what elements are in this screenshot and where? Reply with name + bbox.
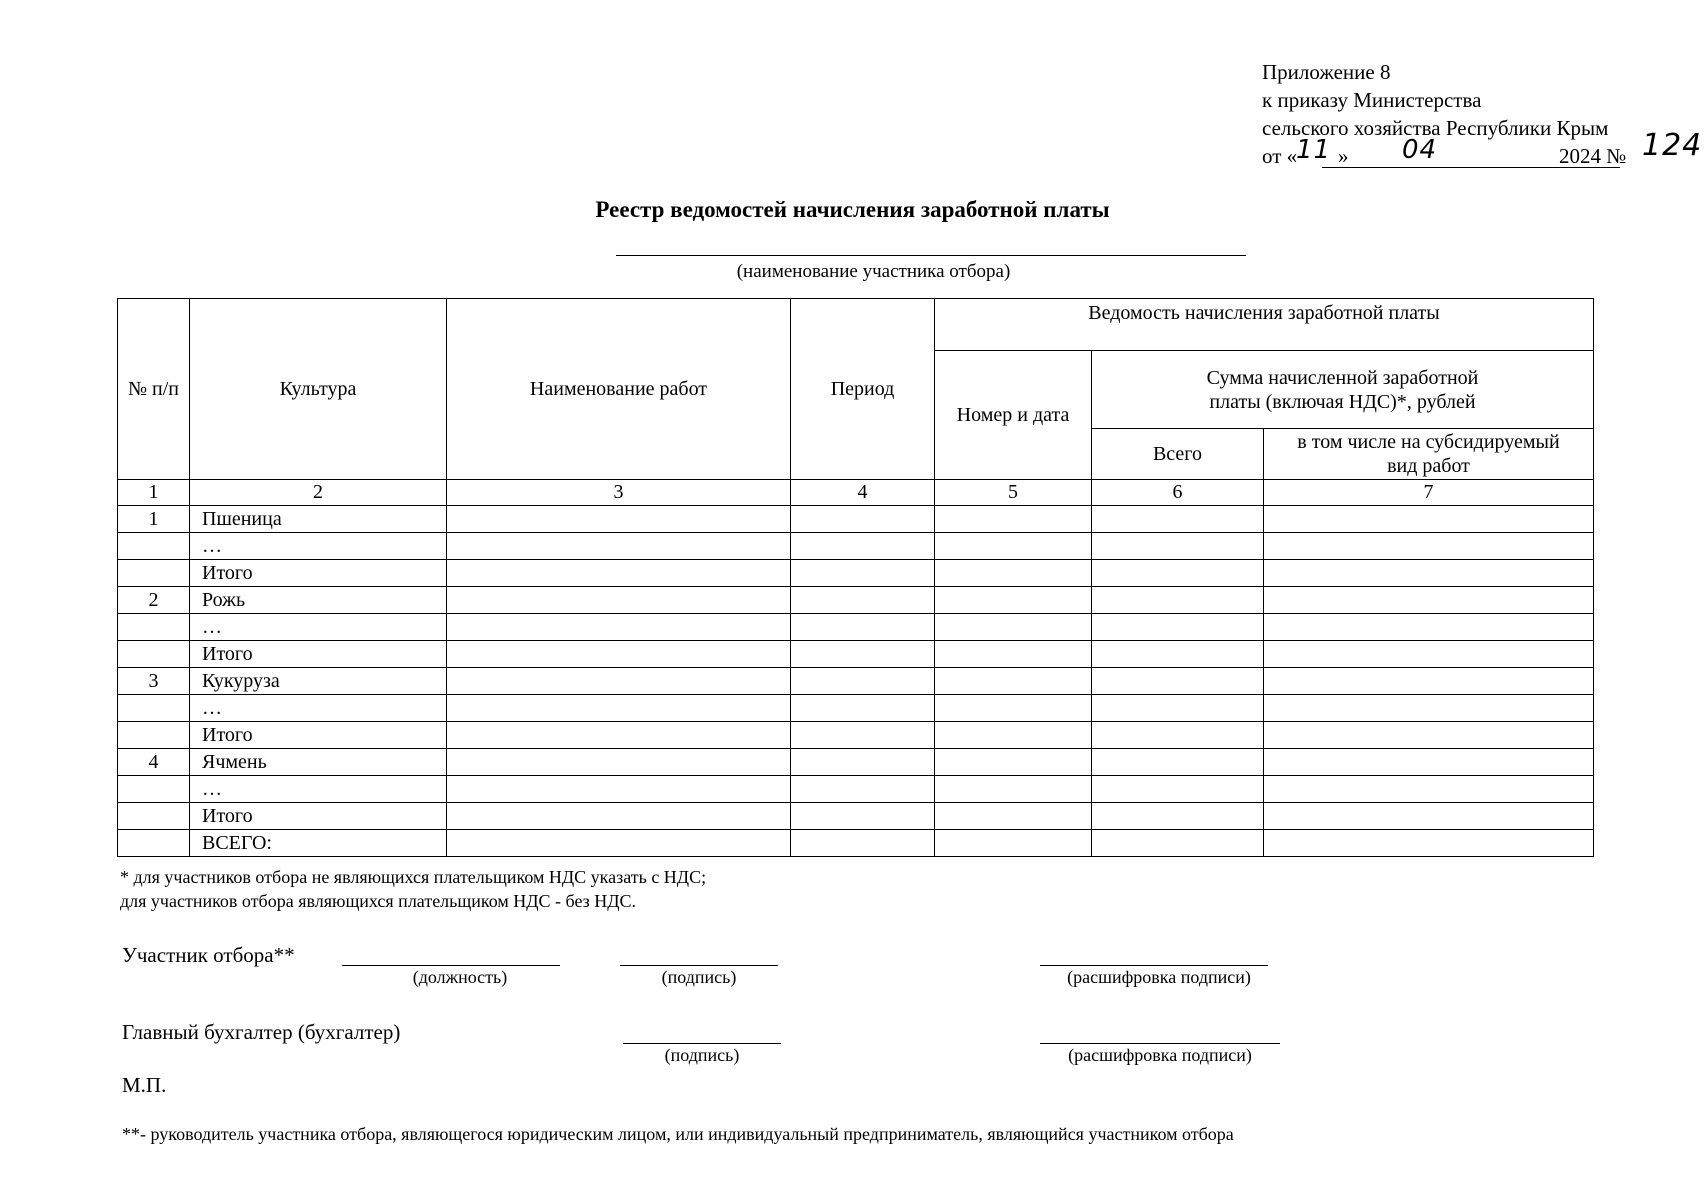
empty-cell[interactable] bbox=[447, 533, 791, 560]
empty-cell[interactable] bbox=[1264, 587, 1594, 614]
empty-cell[interactable] bbox=[1264, 533, 1594, 560]
position-line[interactable] bbox=[342, 964, 560, 966]
empty-cell[interactable] bbox=[1092, 506, 1264, 533]
empty-cell[interactable] bbox=[1092, 749, 1264, 776]
handwritten-month: 04 bbox=[1402, 135, 1438, 165]
empty-cell[interactable] bbox=[791, 830, 935, 857]
header-num: № п/п bbox=[118, 299, 190, 480]
empty-cell[interactable] bbox=[935, 506, 1092, 533]
empty-cell[interactable] bbox=[1264, 776, 1594, 803]
empty-cell[interactable] bbox=[1264, 695, 1594, 722]
empty-cell[interactable] bbox=[935, 533, 1092, 560]
participant-signature-label: Участник отбора** bbox=[122, 943, 295, 967]
column-number: 4 bbox=[791, 480, 935, 506]
participant-name-line[interactable] bbox=[616, 255, 1246, 256]
empty-cell[interactable] bbox=[791, 803, 935, 830]
row-culture-cell: Кукуруза bbox=[190, 668, 447, 695]
empty-cell[interactable] bbox=[935, 803, 1092, 830]
appendix-line-3: сельского хозяйства Республики Крым bbox=[1262, 116, 1609, 140]
row-culture-cell: … bbox=[190, 776, 447, 803]
empty-cell[interactable] bbox=[791, 506, 935, 533]
empty-cell[interactable] bbox=[1092, 830, 1264, 857]
empty-cell[interactable] bbox=[447, 560, 791, 587]
empty-cell[interactable] bbox=[1092, 722, 1264, 749]
header-period: Период bbox=[791, 299, 935, 480]
position-caption: (должность) bbox=[412, 967, 508, 987]
empty-cell[interactable] bbox=[1092, 776, 1264, 803]
table-row bbox=[118, 722, 1594, 749]
page-title bbox=[0, 197, 1705, 223]
empty-cell[interactable] bbox=[791, 695, 935, 722]
row-culture-cell: ВСЕГО: bbox=[190, 830, 447, 857]
empty-cell[interactable] bbox=[935, 695, 1092, 722]
row-culture-cell: … bbox=[190, 695, 447, 722]
empty-cell[interactable] bbox=[935, 560, 1092, 587]
empty-cell[interactable] bbox=[1264, 668, 1594, 695]
empty-cell[interactable] bbox=[791, 776, 935, 803]
table-row bbox=[118, 830, 1594, 857]
column-number: 1 bbox=[118, 480, 190, 506]
empty-cell[interactable] bbox=[447, 614, 791, 641]
empty-cell[interactable] bbox=[447, 830, 791, 857]
accountant-decoding-line[interactable] bbox=[1040, 1042, 1280, 1044]
row-number-cell: 4 bbox=[118, 749, 190, 776]
table-row bbox=[118, 803, 1594, 830]
table-body bbox=[118, 506, 1594, 857]
row-culture-cell: Итого bbox=[190, 560, 447, 587]
column-number: 5 bbox=[935, 480, 1092, 506]
table-row bbox=[118, 506, 1594, 533]
date-day-close: » bbox=[1338, 144, 1349, 168]
page-title-text: Реестр ведомостей начисления заработной платы bbox=[595, 197, 1110, 222]
table-row bbox=[118, 641, 1594, 668]
empty-cell[interactable] bbox=[447, 695, 791, 722]
appendix-header bbox=[1262, 58, 1702, 174]
empty-cell[interactable] bbox=[791, 587, 935, 614]
participant-signature-caption: (подпись) bbox=[661, 967, 737, 987]
vat-footnote-line-1: * для участников отбора не являющихся плательщиком НДС указать с НДС; bbox=[120, 867, 707, 887]
table-row bbox=[118, 668, 1594, 695]
row-culture-cell: Пшеница bbox=[190, 506, 447, 533]
empty-cell[interactable] bbox=[447, 587, 791, 614]
row-number-cell bbox=[118, 560, 190, 587]
header-statement: Ведомость начисления заработной платы bbox=[935, 299, 1594, 351]
accountant-signature-label: Главный бухгалтер (бухгалтер) bbox=[122, 1020, 401, 1044]
row-culture-cell: … bbox=[190, 533, 447, 560]
date-prefix: от « bbox=[1262, 144, 1298, 168]
empty-cell[interactable] bbox=[935, 587, 1092, 614]
row-number-cell bbox=[118, 641, 190, 668]
handwritten-day: 11 bbox=[1296, 135, 1332, 165]
row-culture-cell: Итого bbox=[190, 722, 447, 749]
header-subsidized: в том числе на субсидируемый вид работ bbox=[1264, 429, 1594, 480]
table-row bbox=[118, 587, 1594, 614]
empty-cell[interactable] bbox=[1092, 587, 1264, 614]
participant-decoding-line[interactable] bbox=[1040, 964, 1268, 966]
row-number-cell bbox=[118, 776, 190, 803]
accountant-signature-caption: (подпись) bbox=[664, 1045, 740, 1065]
appendix-line-1: Приложение 8 bbox=[1262, 60, 1391, 84]
row-number-cell: 1 bbox=[118, 506, 190, 533]
empty-cell[interactable] bbox=[791, 641, 935, 668]
row-culture-cell: Итого bbox=[190, 803, 447, 830]
empty-cell[interactable] bbox=[1264, 830, 1594, 857]
handwritten-order-number: 124 bbox=[1642, 128, 1703, 163]
empty-cell[interactable] bbox=[1092, 533, 1264, 560]
empty-cell[interactable] bbox=[1092, 803, 1264, 830]
empty-cell[interactable] bbox=[791, 668, 935, 695]
empty-cell[interactable] bbox=[1264, 614, 1594, 641]
empty-cell[interactable] bbox=[791, 533, 935, 560]
empty-cell[interactable] bbox=[935, 641, 1092, 668]
vat-footnote bbox=[120, 865, 706, 913]
column-number: 3 bbox=[447, 480, 791, 506]
column-number: 7 bbox=[1264, 480, 1594, 506]
empty-cell[interactable] bbox=[1092, 614, 1264, 641]
manager-footnote: **- руководитель участника отбора, являющегося юридическим лицом, или индивидуальный предприниматель, являющийся участником отбора bbox=[122, 1124, 1234, 1144]
row-culture-cell: Итого bbox=[190, 641, 447, 668]
table-row bbox=[118, 695, 1594, 722]
table-row bbox=[118, 614, 1594, 641]
empty-cell[interactable] bbox=[1264, 722, 1594, 749]
empty-cell[interactable] bbox=[447, 803, 791, 830]
empty-cell[interactable] bbox=[935, 830, 1092, 857]
header-sum: Сумма начисленной заработной платы (включая НДС)*, рублей bbox=[1092, 351, 1594, 429]
empty-cell[interactable] bbox=[447, 506, 791, 533]
empty-cell[interactable] bbox=[791, 614, 935, 641]
participant-decoding-caption: (расшифровка подписи) bbox=[1067, 967, 1251, 987]
header-culture: Культура bbox=[190, 299, 447, 480]
row-number-cell bbox=[118, 803, 190, 830]
column-number-row bbox=[118, 480, 1594, 506]
empty-cell[interactable] bbox=[447, 749, 791, 776]
empty-cell[interactable] bbox=[791, 560, 935, 587]
row-number-cell: 3 bbox=[118, 668, 190, 695]
empty-cell[interactable] bbox=[447, 668, 791, 695]
empty-cell[interactable] bbox=[447, 641, 791, 668]
row-number-cell bbox=[118, 614, 190, 641]
column-number: 6 bbox=[1092, 480, 1264, 506]
empty-cell[interactable] bbox=[1092, 560, 1264, 587]
empty-cell[interactable] bbox=[1092, 641, 1264, 668]
empty-cell[interactable] bbox=[1264, 560, 1594, 587]
date-year: 2024 № bbox=[1559, 144, 1627, 168]
empty-cell[interactable] bbox=[1264, 803, 1594, 830]
table-row bbox=[118, 749, 1594, 776]
empty-cell[interactable] bbox=[1092, 668, 1264, 695]
empty-cell[interactable] bbox=[1264, 641, 1594, 668]
row-number-cell bbox=[118, 722, 190, 749]
header-total: Всего bbox=[1092, 429, 1264, 480]
vat-footnote-line-2: для участников отбора являющихся плательщиком НДС - без НДС. bbox=[120, 891, 637, 911]
register-table bbox=[117, 298, 1594, 857]
participant-signature-line[interactable] bbox=[620, 964, 778, 966]
table-row bbox=[118, 533, 1594, 560]
empty-cell[interactable] bbox=[1092, 695, 1264, 722]
row-culture-cell: Рожь bbox=[190, 587, 447, 614]
empty-cell[interactable] bbox=[935, 776, 1092, 803]
empty-cell[interactable] bbox=[791, 749, 935, 776]
table-row bbox=[118, 776, 1594, 803]
header-number-date: Номер и дата bbox=[935, 351, 1092, 480]
empty-cell[interactable] bbox=[1264, 749, 1594, 776]
empty-cell[interactable] bbox=[791, 722, 935, 749]
empty-cell[interactable] bbox=[1264, 506, 1594, 533]
empty-cell[interactable] bbox=[935, 749, 1092, 776]
empty-cell[interactable] bbox=[447, 776, 791, 803]
empty-cell[interactable] bbox=[935, 614, 1092, 641]
column-number: 2 bbox=[190, 480, 447, 506]
empty-cell[interactable] bbox=[447, 722, 791, 749]
row-culture-cell: … bbox=[190, 614, 447, 641]
row-number-cell bbox=[118, 533, 190, 560]
accountant-signature-line[interactable] bbox=[623, 1042, 781, 1044]
accountant-decoding-caption: (расшифровка подписи) bbox=[1068, 1045, 1252, 1065]
stamp-place-label: М.П. bbox=[122, 1073, 167, 1097]
table-row bbox=[118, 560, 1594, 587]
participant-name-caption: (наименование участника отбора) bbox=[736, 261, 1011, 282]
appendix-line-2: к приказу Министерства bbox=[1262, 88, 1482, 112]
header-works: Наименование работ bbox=[447, 299, 791, 480]
row-number-cell: 2 bbox=[118, 587, 190, 614]
row-number-cell bbox=[118, 695, 190, 722]
row-culture-cell: Ячмень bbox=[190, 749, 447, 776]
row-number-cell bbox=[118, 830, 190, 857]
empty-cell[interactable] bbox=[935, 722, 1092, 749]
empty-cell[interactable] bbox=[935, 668, 1092, 695]
